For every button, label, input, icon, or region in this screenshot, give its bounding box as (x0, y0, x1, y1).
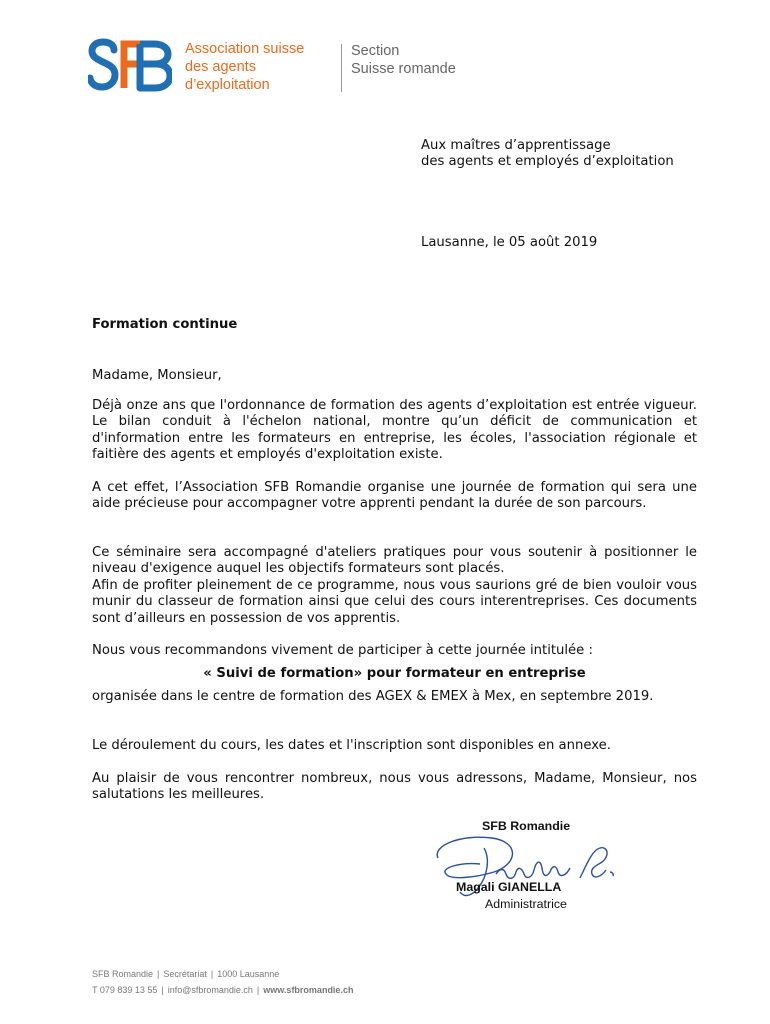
paragraph-8: Au plaisir de vous rencontrer nombreux, nous vous adressons, Madame, Monsieur, nos salutations les meilleures. (92, 771, 697, 803)
footer-address: SFB Romandie | Secrétariat | 1000 Lausanne (92, 969, 280, 979)
recipient-address: Aux maîtres d’apprentissage des agents et employés d’exploitation (421, 138, 674, 169)
signature-organization: SFB Romandie (482, 819, 571, 833)
signatory-name: Magali GIANELLA (456, 880, 562, 894)
organization-name: Association suisse des agents d’exploitation (185, 41, 305, 93)
signatory-role: Administratrice (485, 897, 567, 911)
footer-contact: T 079 839 13 55 | info@sfbromandie.ch | www.sfbromandie.ch (92, 985, 354, 995)
paragraph-2: A cet effet, l’Association SFB Romandie organise une journée de formation qui sera une aide précieuse pour accompagner votre apprenti pendant la durée de son parcours. (92, 480, 697, 512)
paragraph-1: Déjà onze ans que l'ordonnance de formation des agents d’exploitation est entrée vigueur. Le bilan conduit à l'échelon national, montre qu’un déficit de communication et d'information entre les formateurs en entreprise, les écoles, l'association régionale et faitière des agents et employés d'exploitation existe. (92, 398, 697, 463)
paragraph-3: Ce séminaire sera accompagné d'ateliers pratiques pour vous soutenir à positionner le niveau d'exigence auquel les objectifs formateurs sont placés. (92, 545, 697, 577)
header-divider (341, 44, 342, 92)
course-title: « Suivi de formation» pour formateur en entreprise (203, 666, 586, 681)
paragraph-7: Le déroulement du cours, les dates et l'inscription sont disponibles en annexe. (92, 738, 611, 753)
footer-website[interactable]: www.sfbromandie.ch (263, 985, 354, 995)
footer-phone: T 079 839 13 55 (92, 985, 158, 995)
paragraph-4: Afin de profiter pleinement de ce programme, nous vous saurions gré de bien vouloir vous munir du classeur de formation ainsi que celui des cours interentreprises. Ces documents sont d’ailleurs en possession de vos apprentis. (92, 578, 697, 626)
letter-date: Lausanne, le 05 août 2019 (421, 235, 598, 250)
footer-email[interactable]: info@sfbromandie.ch (167, 985, 253, 995)
section-name: Section Suisse romande (351, 43, 456, 77)
paragraph-6: organisée dans le centre de formation des AGEX & EMEX à Mex, en septembre 2019. (92, 689, 654, 704)
sfb-logo-icon (88, 38, 172, 92)
salutation: Madame, Monsieur, (92, 368, 222, 383)
paragraph-5: Nous vous recommandons vivement de participer à cette journée intitulée : (92, 643, 593, 658)
letter-subject: Formation continue (92, 317, 238, 332)
